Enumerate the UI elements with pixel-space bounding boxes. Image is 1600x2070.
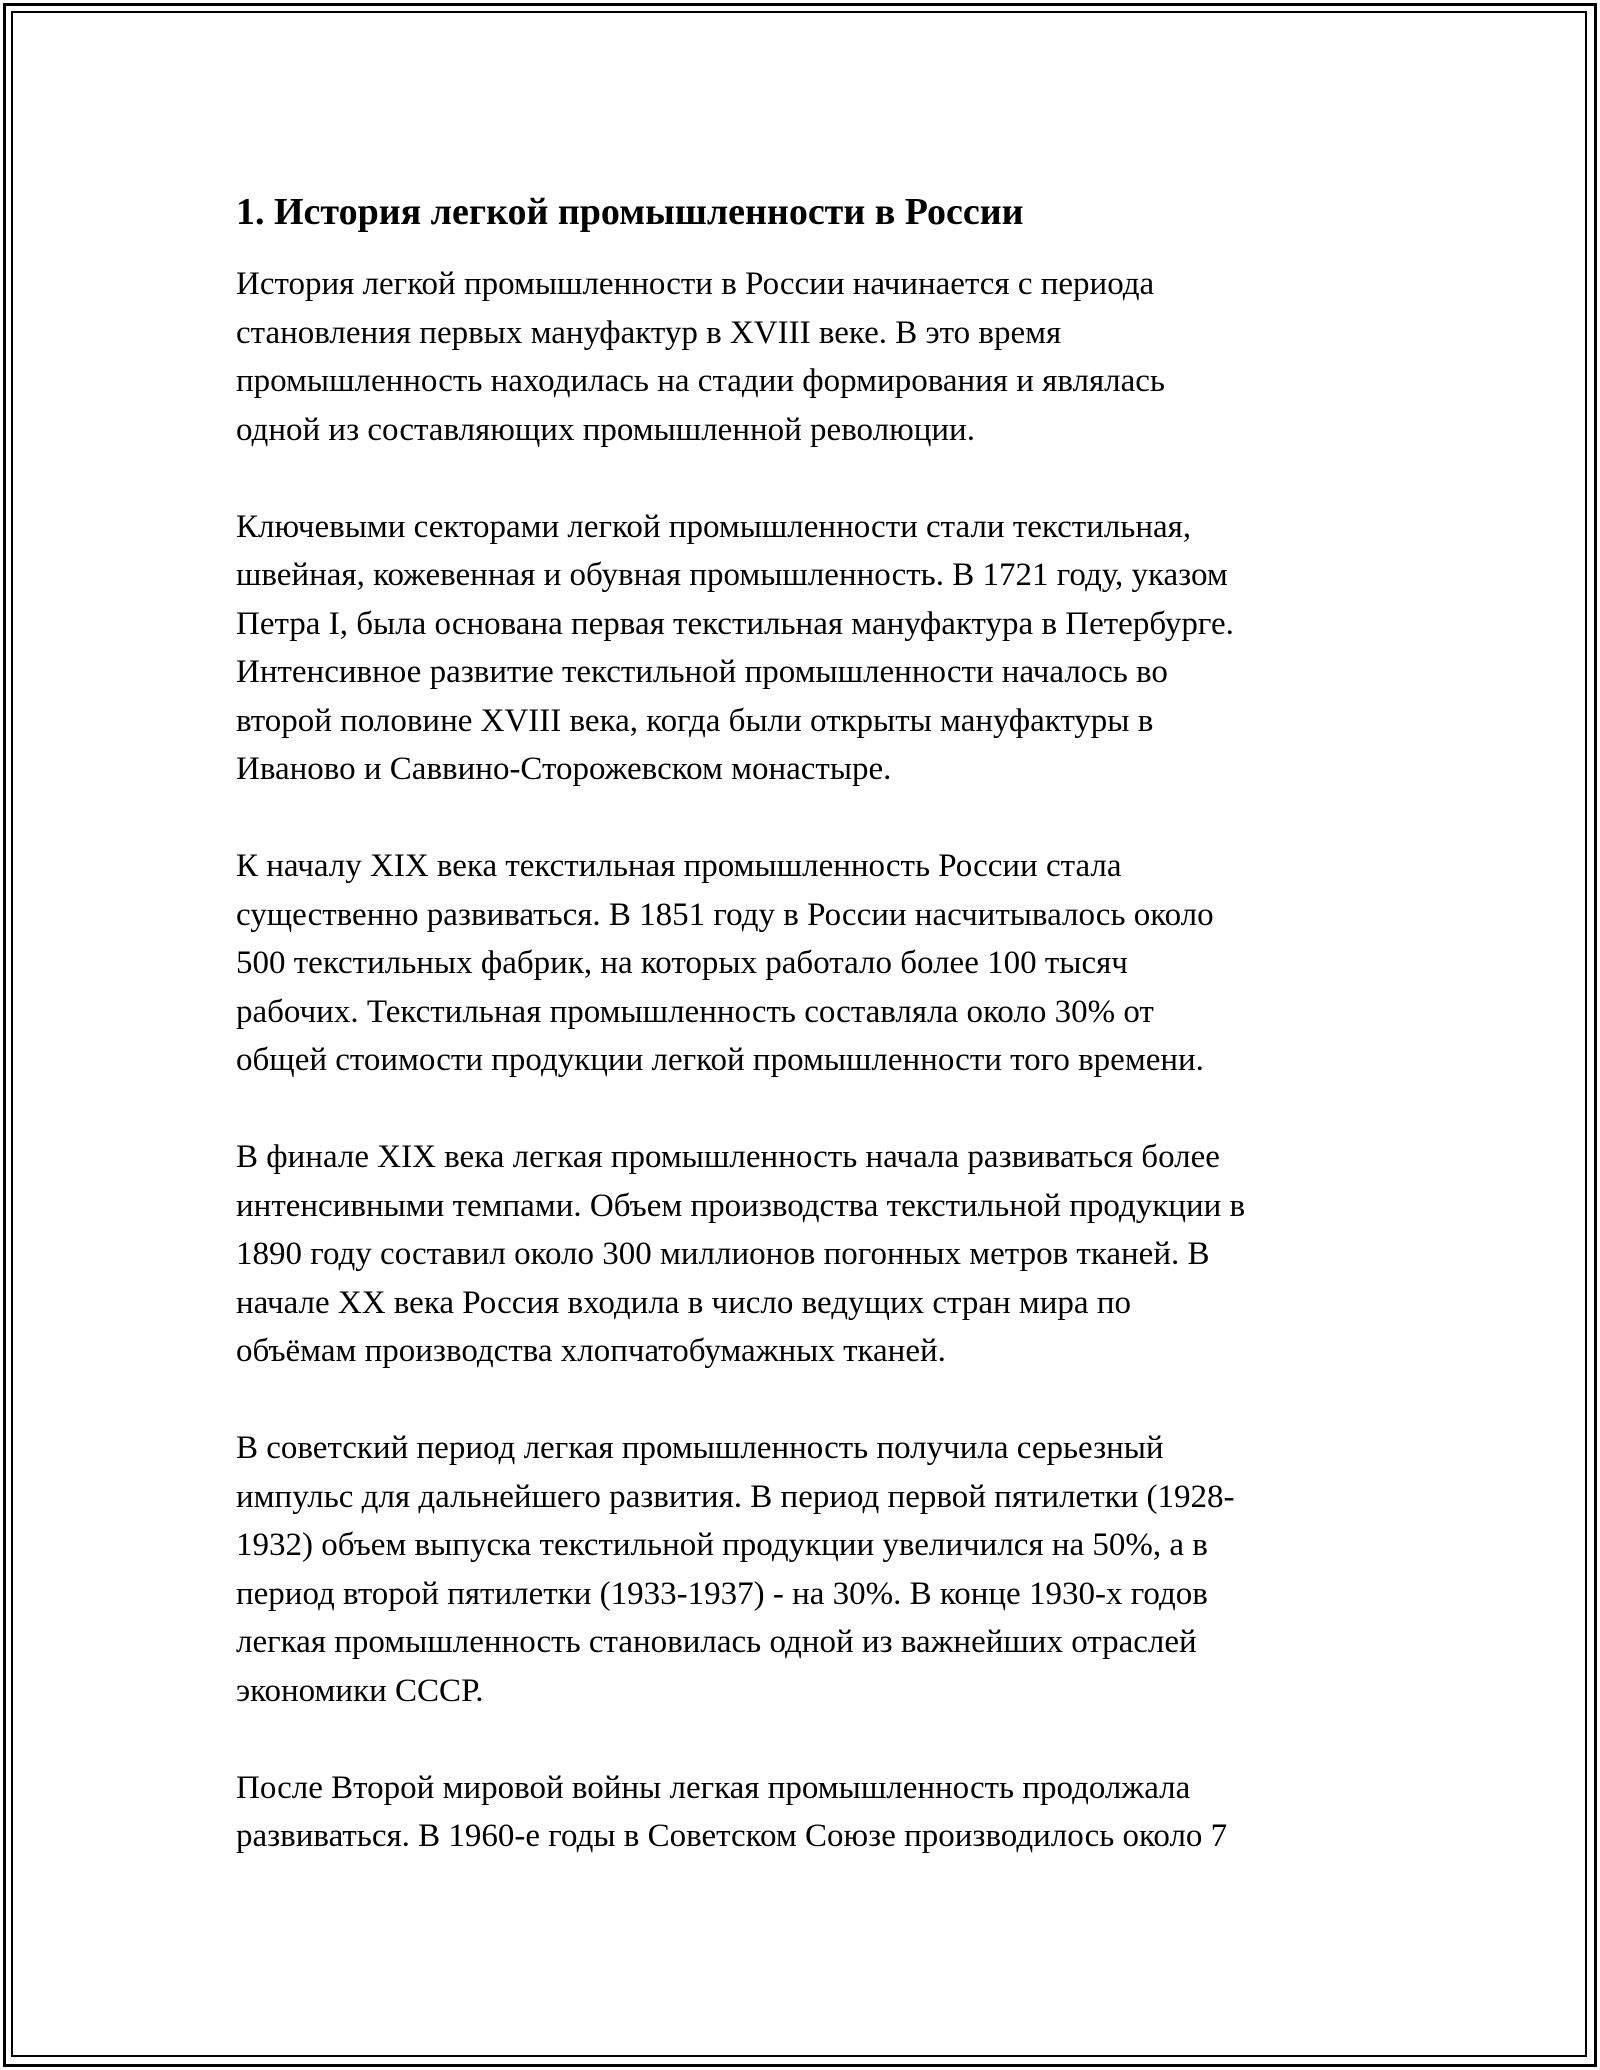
paragraph-4 (236, 1133, 1366, 1376)
section-heading: 1. История легкой промышленности в России (236, 191, 1024, 233)
text-line: В советский период легкая промышленность получила серьезный (236, 1430, 1164, 1466)
text-line: швейная, кожевенная и обувная промышленность. В 1721 году, указом (236, 557, 1228, 593)
text-line: Ключевыми секторами легкой промышленности стали текстильная, (236, 508, 1192, 545)
text-line: Петра I, была основана первая текстильная мануфактура в Петербурге. (236, 605, 1234, 642)
document-body (236, 186, 1366, 1909)
paragraph-2 (236, 503, 1366, 794)
paragraph-3 (236, 842, 1366, 1085)
text-line: История легкой промышленности в России начинается с периода (236, 266, 1155, 302)
text-line: импульс для дальнейшего развития. В период первой пятилетки (1928- (236, 1478, 1235, 1515)
text-line: период второй пятилетки (1933-1937) - на 30%. В конце 1930-х годов (236, 1575, 1208, 1612)
text-line: рабочих. Текстильная промышленность составляла около 30% от (236, 993, 1154, 1030)
text-line: 500 текстильных фабрик, на которых работало более 100 тысяч (236, 945, 1128, 981)
text-line: второй половине XVIII века, когда были открыты мануфактуры в (236, 702, 1154, 739)
text-line: начале XX века Россия входила в число ведущих стран мира по (236, 1284, 1131, 1321)
text-line: После Второй мировой войны легкая промышленность продолжала (236, 1769, 1191, 1806)
text-line: развиваться. В 1960-е годы в Советском Союзе производилось около 7 (236, 1818, 1228, 1854)
text-line: 1890 году составил около 300 миллионов погонных метров тканей. В (236, 1236, 1210, 1272)
text-line: Иваново и Саввино-Сторожевском монастыре. (236, 751, 892, 787)
text-line: Интенсивное развитие текстильной промышленности началось во (236, 654, 1168, 690)
text-line: общей стоимости продукции легкой промышленности того времени. (236, 1042, 1204, 1078)
text-line: становления первых мануфактур в XVIII веке. В это время (236, 314, 1062, 351)
paragraph-6 (236, 1764, 1366, 1861)
text-line: 1932) объем выпуска текстильной продукции увеличился на 50%, а в (236, 1527, 1208, 1563)
text-line: В финале XIX века легкая промышленность начала развиваться более (236, 1139, 1220, 1175)
paragraph-5 (236, 1424, 1366, 1715)
text-line: существенно развиваться. В 1851 году в России насчитывалось около (236, 896, 1214, 933)
text-line: объёмам производства хлопчатобумажных тканей. (236, 1333, 946, 1369)
text-line: промышленность находилась на стадии формирования и являлась (236, 363, 1165, 399)
text-line: экономики СССР. (236, 1672, 484, 1709)
text-line: легкая промышленность становилась одной из важнейших отраслей (236, 1624, 1197, 1660)
paragraph-1 (236, 260, 1366, 454)
text-line: одной из составляющих промышленной революции. (236, 411, 975, 448)
text-line: интенсивными темпами. Объем производства текстильной продукции в (236, 1187, 1246, 1224)
text-line: К началу XIX века текстильная промышленность России стала (236, 848, 1122, 884)
